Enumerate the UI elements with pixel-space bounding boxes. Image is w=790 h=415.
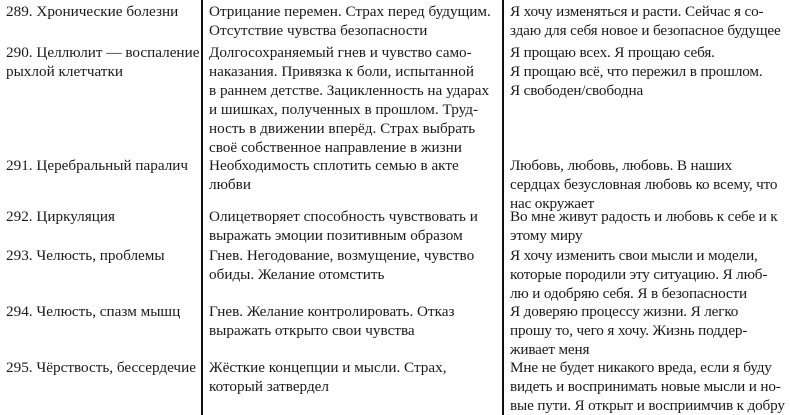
affirmation-text: Я доверяю процессу жизни. Я легко <box>510 303 739 320</box>
affirmation-text: Я прощаю всё, что пережил в прошлом. <box>510 63 763 80</box>
affirmation-cell <box>510 43 790 100</box>
affirmation-text: Во мне живут радость и любовь к себе и к <box>510 208 778 225</box>
cause-text: Олицетворяет способность чувствовать и <box>209 208 478 225</box>
affirmation-cell <box>510 246 790 303</box>
affirmation-text: нас окружает <box>510 195 594 212</box>
cause-text: любви <box>209 176 251 193</box>
condition-cell <box>6 246 198 265</box>
column-divider-1 <box>201 0 203 415</box>
affirmation-text: сердцах безусловная любовь ко всему, что <box>510 176 778 193</box>
cause-text: Долгосохраняемый гнев и чувство само- <box>209 44 472 61</box>
affirmation-text: прошу то, чего я хочу. Жизнь поддер- <box>510 322 748 339</box>
condition-text: 294. Челюсть, спазм мышц <box>6 303 181 320</box>
cause-cell <box>209 207 501 245</box>
cause-text: наказания. Привязка к боли, испытанной <box>209 63 475 80</box>
condition-cell <box>6 156 198 175</box>
cause-cell <box>209 302 501 340</box>
condition-cell <box>6 2 198 21</box>
cause-cell <box>209 246 501 284</box>
cause-text: ность в движении вперёд. Страх выбрать <box>209 120 476 137</box>
affirmation-cell <box>510 358 790 415</box>
cause-cell <box>209 156 501 194</box>
condition-cell <box>6 207 198 226</box>
cause-text: своё собственное направление в жизни <box>209 139 462 156</box>
affirmation-text: которые породили эту ситуацию. Я люб- <box>510 266 768 283</box>
cause-text: Гнев. Желание контролировать. Отказ <box>209 303 455 320</box>
cause-text: в раннем детстве. Зацикленность на ударах <box>209 82 490 99</box>
affirmation-cell <box>510 302 790 359</box>
affirmation-text: видеть и воспринимать новые мысли и но- <box>510 378 781 395</box>
affirmation-text: Любовь, любовь, любовь. В наших <box>510 157 733 174</box>
affirmation-text: Я хочу изменить свои мысли и модели, <box>510 247 758 264</box>
cause-text: Жёсткие концепции и мысли. Страх, <box>209 359 447 376</box>
affirmation-text: Я прощаю всех. Я прощаю себя. <box>510 44 715 61</box>
condition-cell <box>6 43 198 81</box>
affirmation-text: этому миру <box>510 227 583 244</box>
affirmation-text: вые пути. Я открыт и восприимчив к добру <box>510 397 785 414</box>
column-divider-2 <box>502 0 504 415</box>
cause-text: Гнев. Негодование, возмущение, чувство <box>209 247 475 264</box>
condition-text: 289. Хронические болезни <box>6 3 179 20</box>
cause-cell <box>209 358 501 396</box>
condition-text: 295. Чёрствость, бессердечие <box>6 359 196 376</box>
condition-text: рыхлой клетчатки <box>6 63 123 80</box>
affirmation-text: Мне не будет никакого вреда, если я буду <box>510 359 772 376</box>
affirmation-text: живает меня <box>510 341 590 358</box>
cause-text: Отсутствие чувства безопасности <box>209 22 428 39</box>
affirmation-cell <box>510 207 790 245</box>
cause-cell <box>209 43 501 157</box>
cause-text: Необходимость сплотить семью в акте <box>209 157 459 174</box>
affirmation-cell <box>510 156 790 213</box>
affirmation-text: лю и одобряю себя. Я в безопасности <box>510 285 747 302</box>
affirmation-text: здаю для себя новое и безопасное будущее <box>510 22 781 39</box>
cause-text: и шишках, полученных в прошлом. Труд- <box>209 101 479 118</box>
cause-text: обиды. Желание отомстить <box>209 266 385 283</box>
cause-text: выражать эмоции позитивным образом <box>209 227 463 244</box>
cause-cell <box>209 2 501 40</box>
condition-text: 290. Целлюлит — воспаление <box>6 44 200 61</box>
affirmation-text: Я хочу изменяться и расти. Сейчас я со- <box>510 3 764 20</box>
condition-text: 292. Циркуляция <box>6 208 115 225</box>
condition-cell <box>6 302 198 321</box>
condition-cell <box>6 358 198 377</box>
cause-text: Отрицание перемен. Страх перед будущим. <box>209 3 491 20</box>
condition-text: 291. Церебральный паралич <box>6 157 189 174</box>
affirmation-cell <box>510 2 790 40</box>
cause-text: выражать открыто свои чувства <box>209 322 415 339</box>
affirmation-text: Я свободен/свободна <box>510 82 644 99</box>
cause-text: который затвердел <box>209 378 330 395</box>
condition-text: 293. Челюсть, проблемы <box>6 247 165 264</box>
